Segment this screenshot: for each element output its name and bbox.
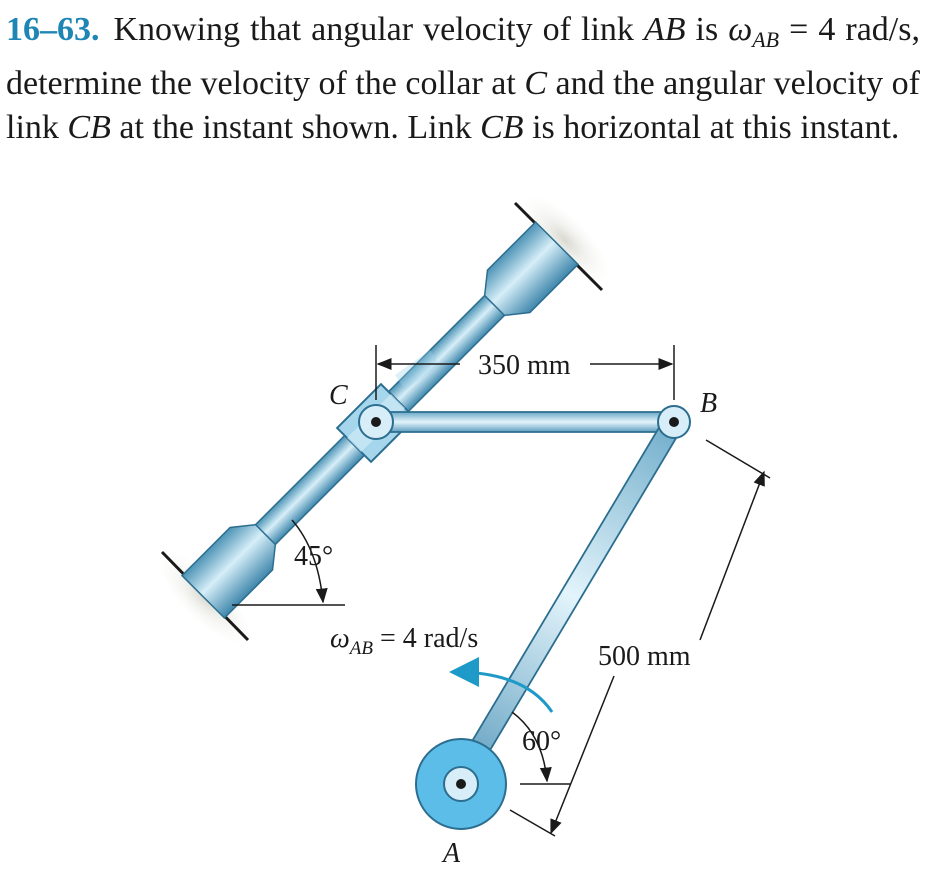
omega-label <box>330 623 478 659</box>
link-cb-ref: CB <box>67 109 111 146</box>
pin-c <box>359 405 393 439</box>
link-ab-ref: AB <box>643 11 686 48</box>
omega-subscript: AB <box>752 27 780 52</box>
problem-text-5: at the instant shown. Link <box>110 109 481 146</box>
dimension-350-label: 350 mm <box>478 350 571 381</box>
problem-text-4: and the angular velocity of link <box>6 65 920 146</box>
angle-45-label: 45° <box>294 541 334 572</box>
label-c: C <box>329 380 348 411</box>
disk-a <box>416 739 506 829</box>
collar-c-ref: C <box>524 65 548 102</box>
problem-text-6: is horizontal at this instant. <box>523 109 900 146</box>
angle-60-label: 60° <box>522 726 562 757</box>
omega-figure-symbol: ω <box>330 623 350 654</box>
problem-text-1: Knowing that angular velocity of link <box>113 11 644 48</box>
dimension-500-label: 500 mm <box>598 641 691 672</box>
label-b: B <box>700 388 718 419</box>
link-ab <box>453 408 687 782</box>
problem-number: 16–63. <box>6 11 100 48</box>
omega-symbol: ω <box>728 11 753 48</box>
link-cb-ref-2: CB <box>480 109 524 146</box>
omega-figure-subscript: AB <box>349 638 373 659</box>
pin-b <box>658 406 690 438</box>
label-a: A <box>443 838 461 869</box>
problem-text-2: is <box>685 11 729 48</box>
problem-text-3: = 4 rad/s, determine the velocity of the collar at <box>6 11 920 102</box>
link-cb <box>376 412 676 432</box>
omega-figure-value: = 4 rad/s <box>373 623 479 654</box>
